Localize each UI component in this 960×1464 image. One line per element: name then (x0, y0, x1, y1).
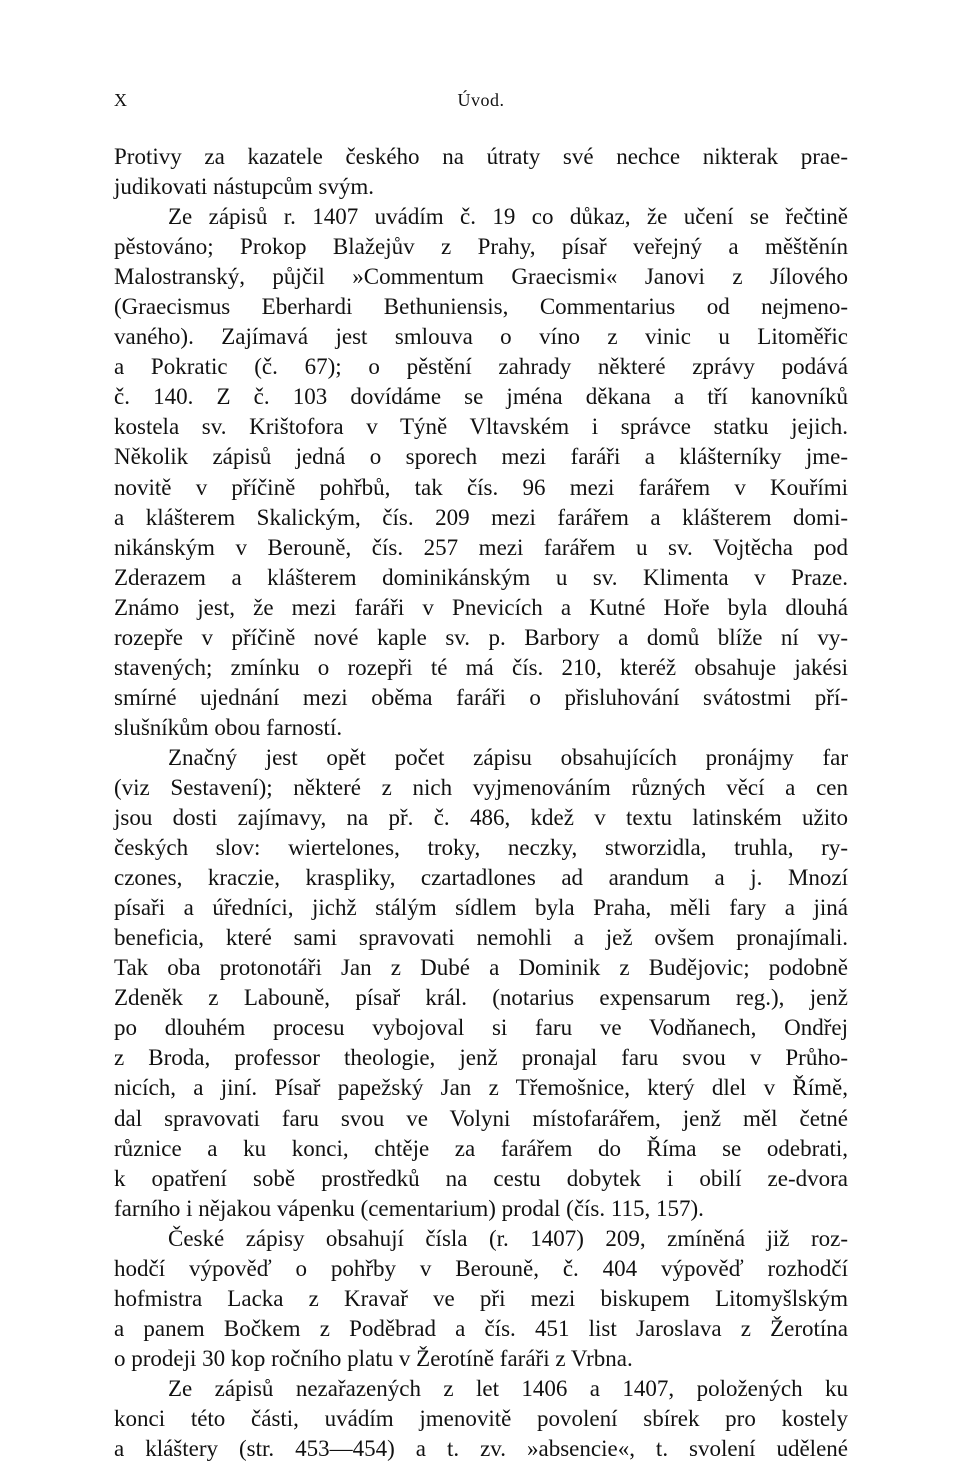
text-line: pěstováno; Prokop Blažejův z Prahy, písař veřejný a měštěnín (114, 234, 848, 260)
text-line: slušníkům obou farností. (114, 714, 343, 740)
text-line: Ze zápisů r. 1407 uvádím č. 19 co důkaz, že učení se řečtině (168, 204, 848, 230)
text-line: písaři a úředníci, jichž stálým sídlem byla Praha, měli fary a jiná (114, 895, 848, 921)
section-title: Úvod. (457, 90, 505, 110)
text-line: nikánským v Berouně, čís. 257 mezi farářem u sv. Vojtěcha pod (114, 534, 848, 560)
text-line: (Graecismus Eberhardi Bethuniensis, Commentarius od nejmeno- (114, 294, 848, 320)
text-line: vaného). Zajímavá jest smlouva o víno z vinic u Litoměřic (114, 324, 848, 350)
text-line: různice a ku konci, chtěje za farářem do Říma se odebrati, (114, 1135, 848, 1161)
text-line: českých slov: wiertelones, troky, neczky, stworzidla, truhla, ry- (114, 835, 848, 861)
text-line: č. 140. Z č. 103 dovídáme se jména děkana a tří kanovníků (114, 384, 848, 410)
text-line: Tak oba protonotáři Jan z Dubé a Dominik z Budějovic; podobně (114, 955, 848, 981)
text-line: nicích, a jiní. Písař papežský Jan z Třemošnice, který dlel v Římě, (114, 1075, 848, 1101)
text-line: o prodeji 30 kop ročního platu v Žerotíně faráři z Vrbna. (114, 1345, 633, 1371)
running-head (114, 88, 848, 112)
text-line: Několik zápisů jedná o sporech mezi faráři a klášterníky jme- (114, 444, 848, 470)
text-line: czones, kraczie, kraspliky, czartadlones ad arandum a j. Mnozí (114, 865, 848, 891)
body-text (114, 142, 848, 1464)
text-line: a Pokratic (č. 67); o pěstění zahrady některé zprávy podává (114, 354, 848, 380)
text-line: Malostranský, půjčil »Commentum Graecismi« Janovi z Jílového (114, 264, 848, 290)
text-line: Protivy za kazatele českého na útraty své nechce nikterak prae- (114, 144, 848, 169)
text-line: z Broda, professor theologie, jenž pronajal faru svou v Průho- (114, 1045, 848, 1071)
text-line: jsou dosti zajímavy, na př. č. 486, kdež v textu latinském užito (114, 805, 848, 831)
text-line: a kláštery (str. 453—454) a t. zv. »absencie«, t. svolení udělené (114, 1436, 848, 1462)
text-line: a klášterem Skalickým, čís. 209 mezi farářem a klášterem domi- (114, 504, 848, 530)
text-line: judikovati nástupcům svým. (114, 174, 375, 200)
text-line: po dlouhém procesu vybojoval si faru ve Vodňanech, Ondřej (114, 1015, 848, 1041)
text-line: kostela sv. Krištofora v Týně Vltavském i správce statku jejich. (114, 414, 848, 440)
text-line: Známo jest, že mezi faráři v Pnevicích a Kutné Hoře byla dlouhá (114, 594, 848, 620)
text-line: a panem Bočkem z Poděbrad a čís. 451 list Jaroslava z Žerotína (114, 1315, 848, 1341)
text-line: Ze zápisů nezařazených z let 1406 a 1407, položených ku (168, 1375, 848, 1401)
text-line: hofmistra Lacka z Kravař ve při mezi biskupem Litomyšlským (114, 1285, 848, 1311)
text-line: novitě v příčině pohřbů, tak čís. 96 mezi farářem v Kouřími (114, 474, 848, 500)
text-line: stavených; zmínku o rozepři té má čís. 210, kteréž obsahuje jakési (114, 654, 848, 680)
text-line: (viz Sestavení); některé z nich vyjmenováním různých věcí a cen (114, 774, 848, 800)
text-line: smírné ujednání mezi oběma faráři o přisluhování svátostmi pří- (114, 684, 848, 710)
text-line: rozepře v příčině nové kaple sv. p. Barbory a domů blíže ní vy- (114, 624, 848, 650)
text-line: farního i nějakou vápenku (cementarium) prodal (čís. 115, 157). (114, 1195, 704, 1221)
text-line: beneficia, které sami spravovati nemohli a jež ovšem pronajímali. (114, 925, 848, 951)
text-line: Značný jest opět počet zápisu obsahujících pronájmy far (168, 744, 848, 770)
text-line: České zápisy obsahují čísla (r. 1407) 209, zmíněná již roz- (168, 1225, 848, 1251)
text-line: hodčí výpověď o pohřby v Berouně, č. 404 výpověď rozhodčí (114, 1255, 848, 1281)
text-line: k opatření sobě prostředků na cestu dobytek i obilí ze-dvora (114, 1165, 848, 1191)
text-line: dal spravovati faru svou ve Volyni místofarářem, jenž měl četné (114, 1105, 848, 1131)
text-line: Zdeněk z Labouně, písař král. (notarius expensarum reg.), jenž (114, 985, 848, 1011)
page-number: X (114, 90, 127, 110)
text-line: Zderazem a klášterem dominikánským u sv. Klimenta v Praze. (114, 564, 848, 590)
text-line: konci této části, uvádím jmenovitě povolení sbírek pro kostely (114, 1405, 848, 1431)
